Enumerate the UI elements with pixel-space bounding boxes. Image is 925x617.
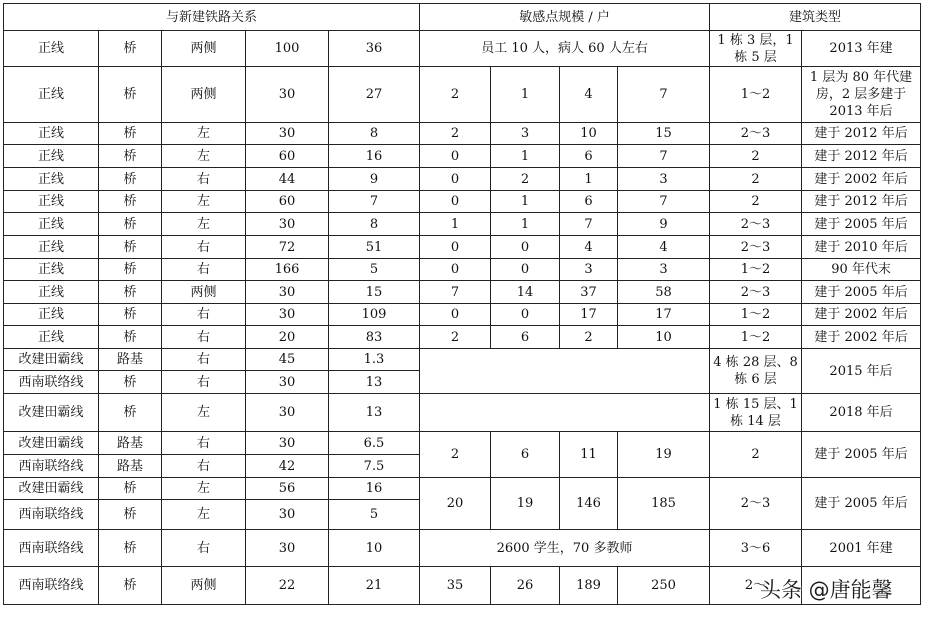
- line-cell: 改建田霸线: [4, 432, 99, 455]
- scale-cell: 2: [560, 326, 618, 349]
- scale-cell: 3: [560, 259, 618, 281]
- scale-cell: 3: [491, 123, 560, 145]
- distance-cell: 56: [246, 478, 329, 500]
- floors-cell: 3～6: [710, 530, 802, 567]
- height-cell: 16: [329, 478, 420, 500]
- structure-cell: 桥: [99, 530, 162, 567]
- table-row: [4, 145, 921, 168]
- year-cell: 2013 年建: [802, 31, 921, 67]
- structure-cell: 桥: [99, 326, 162, 349]
- line-cell: 西南联络线: [4, 500, 99, 530]
- height-cell: 13: [329, 394, 420, 432]
- distance-cell: 44: [246, 168, 329, 191]
- distance-cell: 30: [246, 432, 329, 455]
- line-cell: 正线: [4, 145, 99, 168]
- year-cell: 建于 2010 年后: [802, 236, 921, 259]
- header-scale: 敏感点规模 / 户: [420, 4, 710, 31]
- scale-cell: 37: [560, 281, 618, 304]
- scale-cell: 6: [560, 191, 618, 213]
- scale-cell: 19: [618, 432, 710, 478]
- scale-cell: 3: [618, 168, 710, 191]
- scale-cell: 189: [560, 567, 618, 605]
- scale-cell: 1: [491, 67, 560, 123]
- scale-cell: 2: [420, 326, 491, 349]
- year-cell: 建于 2005 年后: [802, 281, 921, 304]
- year-cell: 90 年代末: [802, 259, 921, 281]
- height-cell: 13: [329, 371, 420, 394]
- side-cell: 左: [162, 191, 246, 213]
- side-cell: 右: [162, 326, 246, 349]
- floors-cell: 1～2: [710, 304, 802, 326]
- scale-cell: 2: [420, 67, 491, 123]
- height-cell: 36: [329, 31, 420, 67]
- height-cell: 9: [329, 168, 420, 191]
- distance-cell: 20: [246, 326, 329, 349]
- year-cell: 建于 2012 年后: [802, 123, 921, 145]
- table-row: [4, 259, 921, 281]
- scale-cell: 15: [618, 123, 710, 145]
- side-cell: 两侧: [162, 31, 246, 67]
- scale-cell: 14: [491, 281, 560, 304]
- side-cell: 右: [162, 236, 246, 259]
- height-cell: 15: [329, 281, 420, 304]
- structure-cell: 桥: [99, 67, 162, 123]
- side-cell: 右: [162, 455, 246, 478]
- height-cell: 16: [329, 145, 420, 168]
- scale-cell: 7: [618, 67, 710, 123]
- distance-cell: 42: [246, 455, 329, 478]
- height-cell: 5: [329, 259, 420, 281]
- floors-cell: 1～2: [710, 259, 802, 281]
- table-row: [4, 31, 921, 67]
- floors-cell: 2～3: [710, 123, 802, 145]
- height-cell: 51: [329, 236, 420, 259]
- table-row: [4, 349, 921, 371]
- side-cell: 两侧: [162, 281, 246, 304]
- year-cell: 建于 2005 年后: [802, 432, 921, 478]
- height-cell: 10: [329, 530, 420, 567]
- scale-note-cell: 员工 10 人，病人 60 人左右: [420, 31, 710, 67]
- table-row: [4, 394, 921, 432]
- scale-cell: 26: [491, 567, 560, 605]
- scale-cell: 185: [618, 478, 710, 530]
- side-cell: 右: [162, 304, 246, 326]
- year-cell: 2018 年后: [802, 394, 921, 432]
- line-cell: 正线: [4, 259, 99, 281]
- line-cell: 西南联络线: [4, 371, 99, 394]
- distance-cell: 166: [246, 259, 329, 281]
- scale-cell: 0: [420, 191, 491, 213]
- scale-cell: 2: [420, 123, 491, 145]
- table-row: [4, 236, 921, 259]
- year-cell: 2001 年建: [802, 530, 921, 567]
- scale-cell: 0: [420, 304, 491, 326]
- header-building: 建筑类型: [710, 4, 921, 31]
- distance-cell: 30: [246, 394, 329, 432]
- scale-cell: 1: [491, 213, 560, 236]
- structure-cell: 桥: [99, 281, 162, 304]
- side-cell: 左: [162, 500, 246, 530]
- side-cell: 左: [162, 123, 246, 145]
- line-cell: 正线: [4, 304, 99, 326]
- height-cell: 1.3: [329, 349, 420, 371]
- scale-cell: 9: [618, 213, 710, 236]
- distance-cell: 30: [246, 67, 329, 123]
- scale-cell: 1: [420, 213, 491, 236]
- line-cell: 正线: [4, 123, 99, 145]
- scale-cell: 20: [420, 478, 491, 530]
- height-cell: 6.5: [329, 432, 420, 455]
- distance-cell: 30: [246, 123, 329, 145]
- sensitive-points-table: [3, 3, 921, 605]
- table-row: [4, 191, 921, 213]
- scale-cell: 17: [618, 304, 710, 326]
- structure-cell: 桥: [99, 394, 162, 432]
- structure-cell: 桥: [99, 31, 162, 67]
- table-row: [4, 432, 921, 455]
- year-cell: 建于 2002 年后: [802, 168, 921, 191]
- scale-cell: 4: [560, 236, 618, 259]
- line-cell: 正线: [4, 213, 99, 236]
- side-cell: 左: [162, 394, 246, 432]
- floors-cell: 1～2: [710, 326, 802, 349]
- floors-cell: 2～3: [710, 478, 802, 530]
- structure-cell: 路基: [99, 349, 162, 371]
- scale-cell: 7: [618, 191, 710, 213]
- side-cell: 左: [162, 478, 246, 500]
- scale-cell: 35: [420, 567, 491, 605]
- line-cell: 西南联络线: [4, 530, 99, 567]
- floors-cell: 2～: [710, 567, 802, 605]
- floors-cell: 1 栋 3 层，1 栋 5 层: [710, 31, 802, 67]
- side-cell: 右: [162, 530, 246, 567]
- year-cell: 1 层为 80 年代建房，2 层多建于 2013 年后: [802, 67, 921, 123]
- floors-cell: 2: [710, 168, 802, 191]
- side-cell: 左: [162, 145, 246, 168]
- scale-cell: 146: [560, 478, 618, 530]
- distance-cell: 30: [246, 213, 329, 236]
- side-cell: 右: [162, 259, 246, 281]
- structure-cell: 桥: [99, 371, 162, 394]
- scale-cell: 3: [618, 259, 710, 281]
- structure-cell: 桥: [99, 213, 162, 236]
- side-cell: 两侧: [162, 67, 246, 123]
- height-cell: 21: [329, 567, 420, 605]
- header-row: [4, 4, 921, 31]
- side-cell: 右: [162, 371, 246, 394]
- structure-cell: 桥: [99, 191, 162, 213]
- floors-cell: 2: [710, 191, 802, 213]
- watermark-text: 头条 @唐能馨: [760, 578, 893, 602]
- structure-cell: 桥: [99, 145, 162, 168]
- line-cell: 正线: [4, 31, 99, 67]
- scale-cell: 6: [491, 432, 560, 478]
- height-cell: 5: [329, 500, 420, 530]
- height-cell: 8: [329, 213, 420, 236]
- scale-cell: 2: [420, 432, 491, 478]
- distance-cell: 30: [246, 371, 329, 394]
- scale-cell: 17: [560, 304, 618, 326]
- table-row: [4, 530, 921, 567]
- floors-cell: 1～2: [710, 67, 802, 123]
- scale-cell: 4: [560, 67, 618, 123]
- table-row: [4, 168, 921, 191]
- scale-cell: 7: [420, 281, 491, 304]
- table-row: [4, 478, 921, 500]
- empty-scale-cell: [420, 394, 710, 432]
- floors-cell: 2～3: [710, 281, 802, 304]
- line-cell: 正线: [4, 168, 99, 191]
- year-cell: 建于 2002 年后: [802, 304, 921, 326]
- structure-cell: 路基: [99, 432, 162, 455]
- scale-cell: 250: [618, 567, 710, 605]
- scale-cell: 1: [560, 168, 618, 191]
- table-row: [4, 281, 921, 304]
- scale-cell: 7: [560, 213, 618, 236]
- scale-cell: 4: [618, 236, 710, 259]
- structure-cell: 桥: [99, 567, 162, 605]
- scale-cell: 7: [618, 145, 710, 168]
- distance-cell: 60: [246, 191, 329, 213]
- distance-cell: 45: [246, 349, 329, 371]
- floors-cell: 1 栋 15 层、1 栋 14 层: [710, 394, 802, 432]
- side-cell: 两侧: [162, 567, 246, 605]
- scale-cell: 6: [560, 145, 618, 168]
- height-cell: 27: [329, 67, 420, 123]
- side-cell: 右: [162, 168, 246, 191]
- height-cell: 8: [329, 123, 420, 145]
- floors-cell: 2～3: [710, 236, 802, 259]
- height-cell: 7: [329, 191, 420, 213]
- floors-cell: 2: [710, 432, 802, 478]
- scale-cell: 0: [491, 236, 560, 259]
- floors-cell: 2～3: [710, 213, 802, 236]
- structure-cell: 路基: [99, 455, 162, 478]
- distance-cell: 30: [246, 500, 329, 530]
- scale-cell: 0: [491, 259, 560, 281]
- structure-cell: 桥: [99, 236, 162, 259]
- scale-cell: 0: [420, 236, 491, 259]
- distance-cell: 22: [246, 567, 329, 605]
- scale-cell: 1: [491, 145, 560, 168]
- structure-cell: 桥: [99, 304, 162, 326]
- line-cell: 改建田霸线: [4, 478, 99, 500]
- year-cell: 2015 年后: [802, 349, 921, 394]
- height-cell: 83: [329, 326, 420, 349]
- table-row: [4, 304, 921, 326]
- structure-cell: 桥: [99, 478, 162, 500]
- empty-scale-cell: [420, 349, 710, 394]
- floors-cell: 2: [710, 145, 802, 168]
- line-cell: 正线: [4, 67, 99, 123]
- year-cell: 建于 2002 年后: [802, 326, 921, 349]
- table-row: [4, 326, 921, 349]
- table-row: [4, 67, 921, 123]
- scale-cell: 2: [491, 168, 560, 191]
- table-row: [4, 123, 921, 145]
- year-cell: 建于 2012 年后: [802, 145, 921, 168]
- scale-cell: 10: [618, 326, 710, 349]
- side-cell: 右: [162, 432, 246, 455]
- side-cell: 左: [162, 213, 246, 236]
- line-cell: 西南联络线: [4, 567, 99, 605]
- scale-note-cell: 2600 学生，70 多教师: [420, 530, 710, 567]
- scale-cell: 19: [491, 478, 560, 530]
- side-cell: 右: [162, 349, 246, 371]
- year-cell: 建于 2005 年后: [802, 213, 921, 236]
- line-cell: 改建田霸线: [4, 394, 99, 432]
- height-cell: 7.5: [329, 455, 420, 478]
- distance-cell: 30: [246, 530, 329, 567]
- structure-cell: 桥: [99, 500, 162, 530]
- distance-cell: 60: [246, 145, 329, 168]
- scale-cell: 0: [420, 145, 491, 168]
- distance-cell: 30: [246, 304, 329, 326]
- structure-cell: 桥: [99, 123, 162, 145]
- line-cell: 正线: [4, 191, 99, 213]
- scale-cell: 58: [618, 281, 710, 304]
- scale-cell: 1: [491, 191, 560, 213]
- structure-cell: 桥: [99, 259, 162, 281]
- year-cell: 建于 2005 年后: [802, 478, 921, 530]
- height-cell: 109: [329, 304, 420, 326]
- distance-cell: 30: [246, 281, 329, 304]
- scale-cell: 11: [560, 432, 618, 478]
- line-cell: 西南联络线: [4, 455, 99, 478]
- distance-cell: 72: [246, 236, 329, 259]
- scale-cell: 6: [491, 326, 560, 349]
- scale-cell: 0: [420, 168, 491, 191]
- line-cell: 正线: [4, 236, 99, 259]
- year-cell: 建于 2012 年后: [802, 191, 921, 213]
- scale-cell: 0: [491, 304, 560, 326]
- table-row: [4, 213, 921, 236]
- scale-cell: 10: [560, 123, 618, 145]
- scale-cell: 0: [420, 259, 491, 281]
- line-cell: 改建田霸线: [4, 349, 99, 371]
- floors-cell: 4 栋 28 层、8 栋 6 层: [710, 349, 802, 394]
- line-cell: 正线: [4, 281, 99, 304]
- line-cell: 正线: [4, 326, 99, 349]
- header-relation: 与新建铁路关系: [4, 4, 420, 31]
- structure-cell: 桥: [99, 168, 162, 191]
- distance-cell: 100: [246, 31, 329, 67]
